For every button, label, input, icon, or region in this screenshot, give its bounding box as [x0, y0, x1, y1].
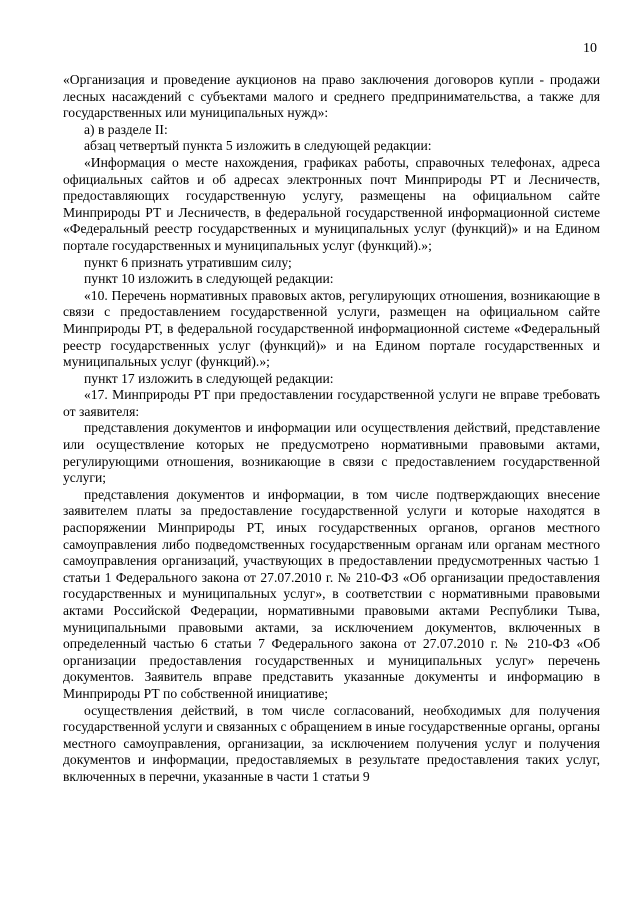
paragraph: абзац четвертый пункта 5 изложить в следующей редакции: [84, 138, 432, 154]
paragraph: «10. Перечень нормативных правовых актов, регулирующих отношения, возникающие в связи с предоставлением государственной услуги, размещен на официальном сайте Минприроды РТ, в федеральной государственной информационной системе «Федеральный реестр государственных услуг (функций)» и на Едином портале государственных и муниципальных услуг (функций).»; [63, 287, 600, 370]
paragraph: представления документов и информации, в том числе подтверждающих внесение заявителем платы за предоставление государственной услуги и которые находятся в распоряжении Минприроды РТ, иных государственных органов, органов местного самоуправления либо подведомственных государственным органам или органам местного самоуправления организаций, участвующих в предоставлении предусмотренных частью 1 статьи 1 Федерального закона от 27.07.2010 г. № 210-ФЗ «Об организации предоставления государственных и муниципальных услуг», в соответствии с нормативными правовыми актами Российской Федерации, нормативными правовыми актами Республики Тыва, муниципальными правовыми актами, за исключением документов, включенных в определенный частью 6 статьи 7 Федерального закона от 27.07.2010 г. № 210-ФЗ «Об организации предоставления государственных и муниципальных услуг» перечень документов. Заявитель вправе представить указанные документы и информацию в Минприроды РТ по собственной инициативе; [63, 486, 600, 701]
paragraph: осуществления действий, в том числе согласований, необходимых для получения государственной услуги и связанных с обращением в иные государственные органы, органы местного самоуправления, организации, за исключением получения услуг и получения документов и информации, предоставляемых в результате предоставления таких услуг, включенных в перечни, указанные в части 1 статьи 9 [63, 702, 600, 784]
paragraph: представления документов и информации или осуществления действий, представление или осуществление которых не предусмотрено нормативными правовыми актами, регулирующими отношения, возникающие в связи с предоставлением государственной услуги; [63, 420, 600, 486]
paragraph: пункт 17 изложить в следующей редакции: [84, 370, 334, 386]
page-number: 10 [583, 41, 597, 56]
paragraph: «Организация и проведение аукционов на право заключения договоров купли - продажи лесных насаждений с субъектами малого и среднего предпринимательства, а также для государственных или муниципальных нужд»: [63, 72, 600, 121]
paragraph: а) в разделе II: [84, 121, 168, 137]
paragraph: «17. Минприроды РТ при предоставлении государственной услуги не вправе требовать от заявителя: [63, 387, 600, 419]
paragraph: пункт 6 признать утратившим силу; [84, 254, 292, 270]
paragraph: пункт 10 изложить в следующей редакции: [84, 271, 334, 287]
document-body [63, 72, 600, 786]
paragraph: «Информация о месте нахождения, графиках работы, справочных телефонах, адреса официальных сайтов и об адресах электронных почт Минприроды РТ и Лесничеств, предоставляющих государственную услугу, размещены на официальном сайте Минприроды РТ и Лесничеств, в федеральной государственной информационной системе «Федеральный реестр государственных и муниципальных услуг (функций)» и на Едином портале государственных и муниципальных услуг (функций).»; [63, 154, 600, 253]
